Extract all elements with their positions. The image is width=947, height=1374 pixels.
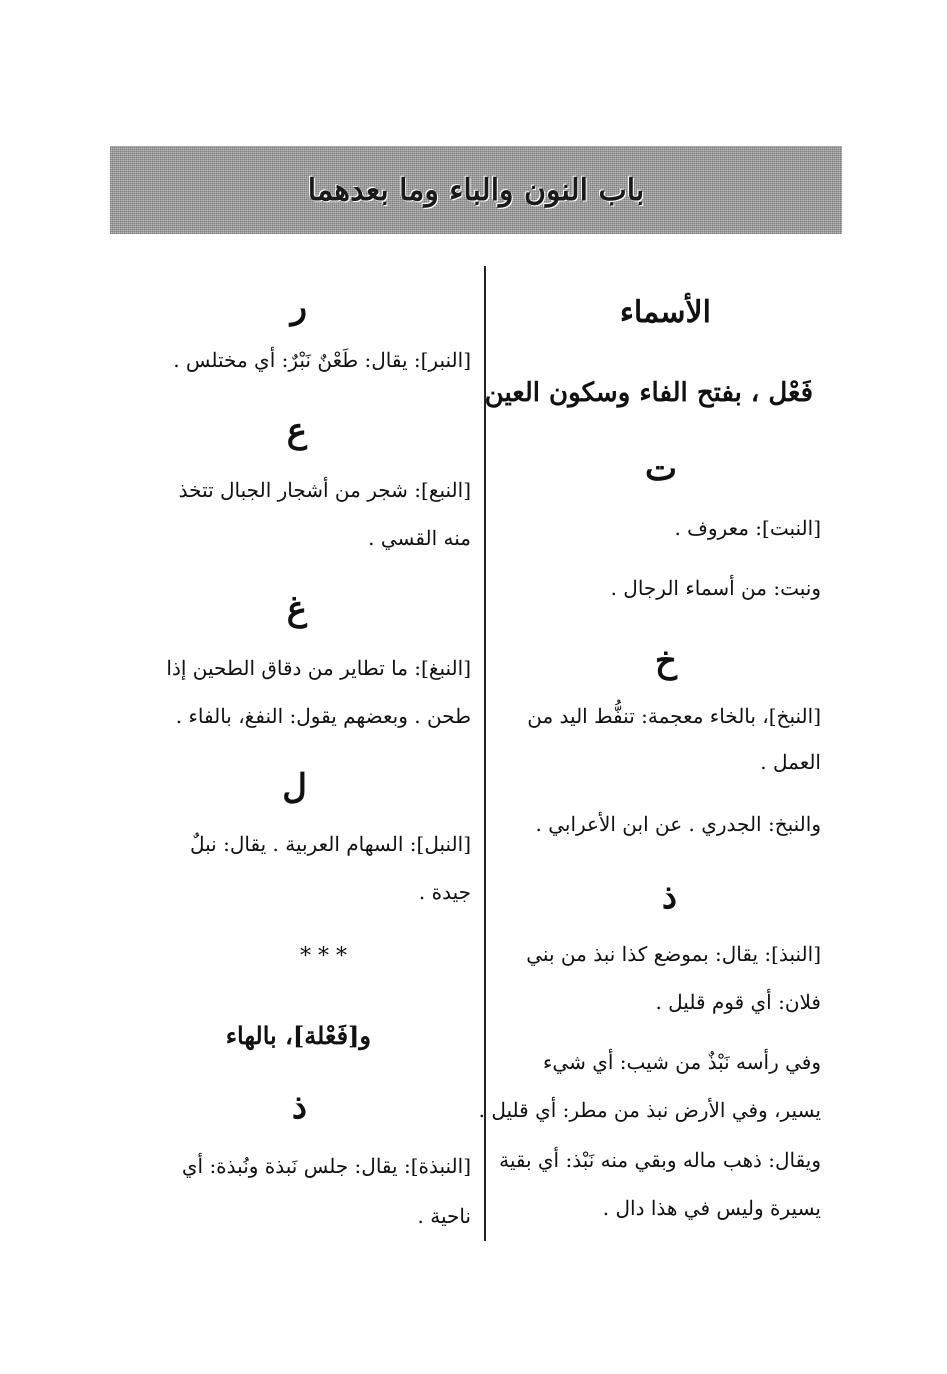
letter-heading-dh: ذ <box>291 1087 307 1127</box>
entry-text: ويقال: ذهب ماله وبقي منه نَبْذ: أي بقية <box>499 1148 821 1172</box>
entry-text: والنبخ: الجدري . عن ابن الأعرابي . <box>535 812 821 836</box>
entry-text: ناحية . <box>417 1204 471 1228</box>
entry-text: يسيرة وليس في هذا دال . <box>602 1196 821 1220</box>
entry-text: منه القسي . <box>368 526 471 550</box>
entry-text: جيدة . <box>418 880 471 904</box>
letter-heading-kh: خ <box>655 641 677 681</box>
section-separator-stars: * * * <box>300 944 347 969</box>
entry-text: [النبر]: يقال: طَعْنٌ نَبْرٌ: أي مختلس . <box>173 348 471 372</box>
letter-heading-ain: ع <box>286 411 307 451</box>
entry-text: [النبع]: شجر من أشجار الجبال تتخذ <box>178 478 471 502</box>
entry-text: [النبل]: السهام العربية . يقال: نبلٌ <box>190 832 471 856</box>
letter-heading-t: ت <box>644 449 677 489</box>
column-divider <box>484 266 486 1241</box>
entry-text: ونبت: من أسماء الرجال . <box>610 576 821 600</box>
entry-text: وفي رأسه نَبْذٌ من شيب: أي شيء <box>543 1050 821 1074</box>
entry-text: [النبت]: معروف . <box>674 516 821 540</box>
entry-text: [النبغ]: ما تطاير من دقاق الطحين إذا <box>166 656 471 680</box>
letter-heading-r: ر <box>290 287 307 327</box>
right-subheading: فَعْل ، بفتح الفاء وسكون العين <box>484 378 813 408</box>
entry-text: [النبذة]: يقال: جلس نَبذة ونُبذة: أي <box>181 1154 471 1178</box>
entry-text: العمل . <box>760 750 821 774</box>
entry-text: [النبذ]: يقال: بموضع كذا نبذ من بني <box>526 942 821 966</box>
chapter-title: باب النون والباء وما بعدهما <box>307 172 645 208</box>
section-title: الأسماء <box>619 295 711 330</box>
left-subheading: و[فَعْلة]، بالهاء <box>225 1021 371 1050</box>
letter-heading-l: ل <box>282 767 307 807</box>
letter-heading-dh: ذ <box>661 877 677 917</box>
entry-text: يسير، وفي الأرض نبذ من مطر: أي قليل . <box>478 1098 821 1122</box>
chapter-banner <box>110 146 842 234</box>
entry-text: طحن . وبعضهم يقول: النفغ، بالفاء . <box>175 704 471 728</box>
entry-text: [النبخ]، بالخاء معجمة: تنفُّط اليد من <box>527 704 821 728</box>
letter-heading-gh: غ <box>286 589 307 629</box>
entry-text: فلان: أي قوم قليل . <box>655 990 821 1014</box>
